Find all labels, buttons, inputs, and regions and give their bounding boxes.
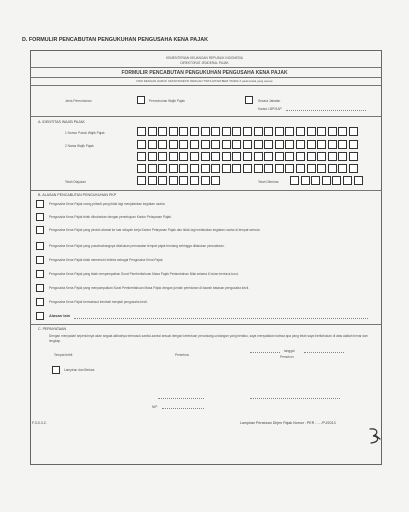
tgl-daftar-grid[interactable] xyxy=(137,176,222,185)
tempat-label: Tempat terbit xyxy=(54,353,73,357)
reason-checkbox-3[interactable] xyxy=(36,226,44,234)
form-title: FORMULIR PENCABUTAN PENGUKUHAN PENGUSAHA KENA PAJAK xyxy=(121,70,288,76)
reason-text-1: Pengusaha Kena Pajak orang pribadi yang tidak lagi menjalankan kegiatan usaha. xyxy=(49,202,166,206)
penerima-label: Penerima xyxy=(175,353,189,357)
tanggal-dotted-line[interactable] xyxy=(250,352,280,353)
ministry-line2: DIREKTORAT JENDERAL PAJAK xyxy=(180,61,229,65)
divider xyxy=(30,324,382,325)
divider xyxy=(30,77,382,78)
lampiran-checkbox[interactable] xyxy=(52,366,60,374)
tgl-daftar-label: Telah Diajukan xyxy=(65,180,86,184)
section-a-title: A. IDENTITAS WAJIB PAJAK xyxy=(38,120,85,124)
page-heading: D. FORMULIR PENCABUTAN PENGUKUHAN PENGUSAHA KENA PAJAK xyxy=(22,37,208,43)
nama-grid-row2[interactable] xyxy=(137,152,359,161)
reason-text-2: Pengusaha Kena Pajak telah dibubarkan dengan persetujuan Kantor Pelayanan Pajak. xyxy=(49,215,172,219)
option-wajib-pajak-checkbox[interactable] xyxy=(137,96,145,104)
nama-grid-row1[interactable] xyxy=(137,140,359,149)
pemohon-label: Pemohon xyxy=(280,355,294,359)
kantor-label: Kantor LBP/SAP xyxy=(258,107,282,111)
nama-label: 2 Nama Wajib Pajak xyxy=(65,144,94,148)
footer-lampiran: Lampiran Peraturan Dirjen Pajak Nomor : PER - ... /PJ/2013 xyxy=(240,421,336,425)
ministry-line1: KEMENTERIAN KEUANGAN REPUBLIK INDONESIA xyxy=(166,56,243,60)
section-c-title: C. PERNYATAAN xyxy=(38,327,67,331)
option-wajib-pajak-label: Permohonan Wajib Pajak xyxy=(149,99,185,103)
alasan-lain-label: Alasan lain xyxy=(49,313,71,318)
divider xyxy=(30,67,382,68)
signature-line-pemohon xyxy=(250,398,340,399)
reason-checkbox-6[interactable] xyxy=(36,270,44,278)
tanggal-dotted-line-2[interactable] xyxy=(304,352,344,353)
reason-checkbox-1[interactable] xyxy=(36,200,44,208)
option-jabatan-label: Secara Jabatan xyxy=(258,99,281,103)
statement-text: Dengan menyadari sepenuhnya akan segala akibatnya termasuk sanksi-sanksi sesuai dengan ketentuan perundang-undangan yang berlaku, saya menyatakan bahwa apa yang telah saya beritahukan di atas adalah benar dan lengkap. xyxy=(49,334,368,343)
tgl-terima-grid[interactable] xyxy=(290,176,364,185)
reason-text-6: Pengusaha Kena Pajak yang tidak menyampaikan Surat Pemberitahuan Masa Pajak Pertambahan Nilai selama 6 bulan berturut-turut. xyxy=(49,272,239,276)
lampiran-label: Lampiran dan Berkas xyxy=(64,368,95,372)
reason-text-7: Pengusaha Kena Pajak yang menyampaikan Surat Pemberitahuan Masa Pajak dengan jumlah peredaran di bawah batasan pengusaha kecil. xyxy=(49,286,250,290)
divider xyxy=(30,116,382,117)
reason-text-3: Pengusaha Kena Pajak yang pindah alamat ke luar wilayah kerja Kantor Pelayanan Pajak dan tidak lagi melakukan kegiatan usaha di tempat semula. xyxy=(49,228,261,232)
reason-text-8: Pengusaha Kena Pajak bermaksud kembali menjadi pengusaha kecil. xyxy=(49,300,148,304)
reason-text-5: Pengusaha Kena Pajak tidak memenuhi kriteria sebagai Pengusaha Kena Pajak. xyxy=(49,258,164,262)
reason-checkbox-2[interactable] xyxy=(36,213,44,221)
alasan-lain-dotted-line[interactable] xyxy=(74,318,368,319)
nip-label: NIP xyxy=(152,405,158,409)
nama-grid-row3[interactable] xyxy=(137,164,359,173)
reason-checkbox-5[interactable] xyxy=(36,256,44,264)
instruction-text: DIISI DENGAN HURUF CETAK/DIKETIK DENGAN TINTA HITAM BERI TANDA X pada kotak yang sesuai xyxy=(136,79,273,83)
jenis-label: Jenis Permohonan xyxy=(65,99,92,103)
divider xyxy=(30,85,382,86)
nip-dotted-line[interactable] xyxy=(162,408,204,409)
npwp-label: 1 Nomor Pokok Wajib Pajak xyxy=(65,131,105,135)
kantor-dotted-line xyxy=(286,110,366,111)
footer-form-code: F.3.0.3.2. xyxy=(32,421,47,425)
npwp-grid[interactable] xyxy=(137,127,359,136)
signature-line-penerima xyxy=(158,398,204,399)
tgl-terima-label: Telah Diterima xyxy=(258,180,279,184)
handwritten-initial xyxy=(366,426,384,446)
reason-checkbox-alasan-lain[interactable] xyxy=(36,312,44,320)
section-b-title: B. ALASAN PENCABUTAN PENGUKUHAN PKP xyxy=(38,193,117,197)
reason-checkbox-7[interactable] xyxy=(36,284,44,292)
reason-checkbox-8[interactable] xyxy=(36,298,44,306)
reason-text-4: Pengusaha Kena Pajak yang pusat/cabangnya dilakukan pemusatan tempat pajak terutang sehingga dilakukan pencabutan. xyxy=(49,244,225,248)
tanggal-label: tanggal xyxy=(284,349,295,353)
option-jabatan-checkbox[interactable] xyxy=(245,96,253,104)
reason-checkbox-4[interactable] xyxy=(36,242,44,250)
divider xyxy=(30,190,382,191)
